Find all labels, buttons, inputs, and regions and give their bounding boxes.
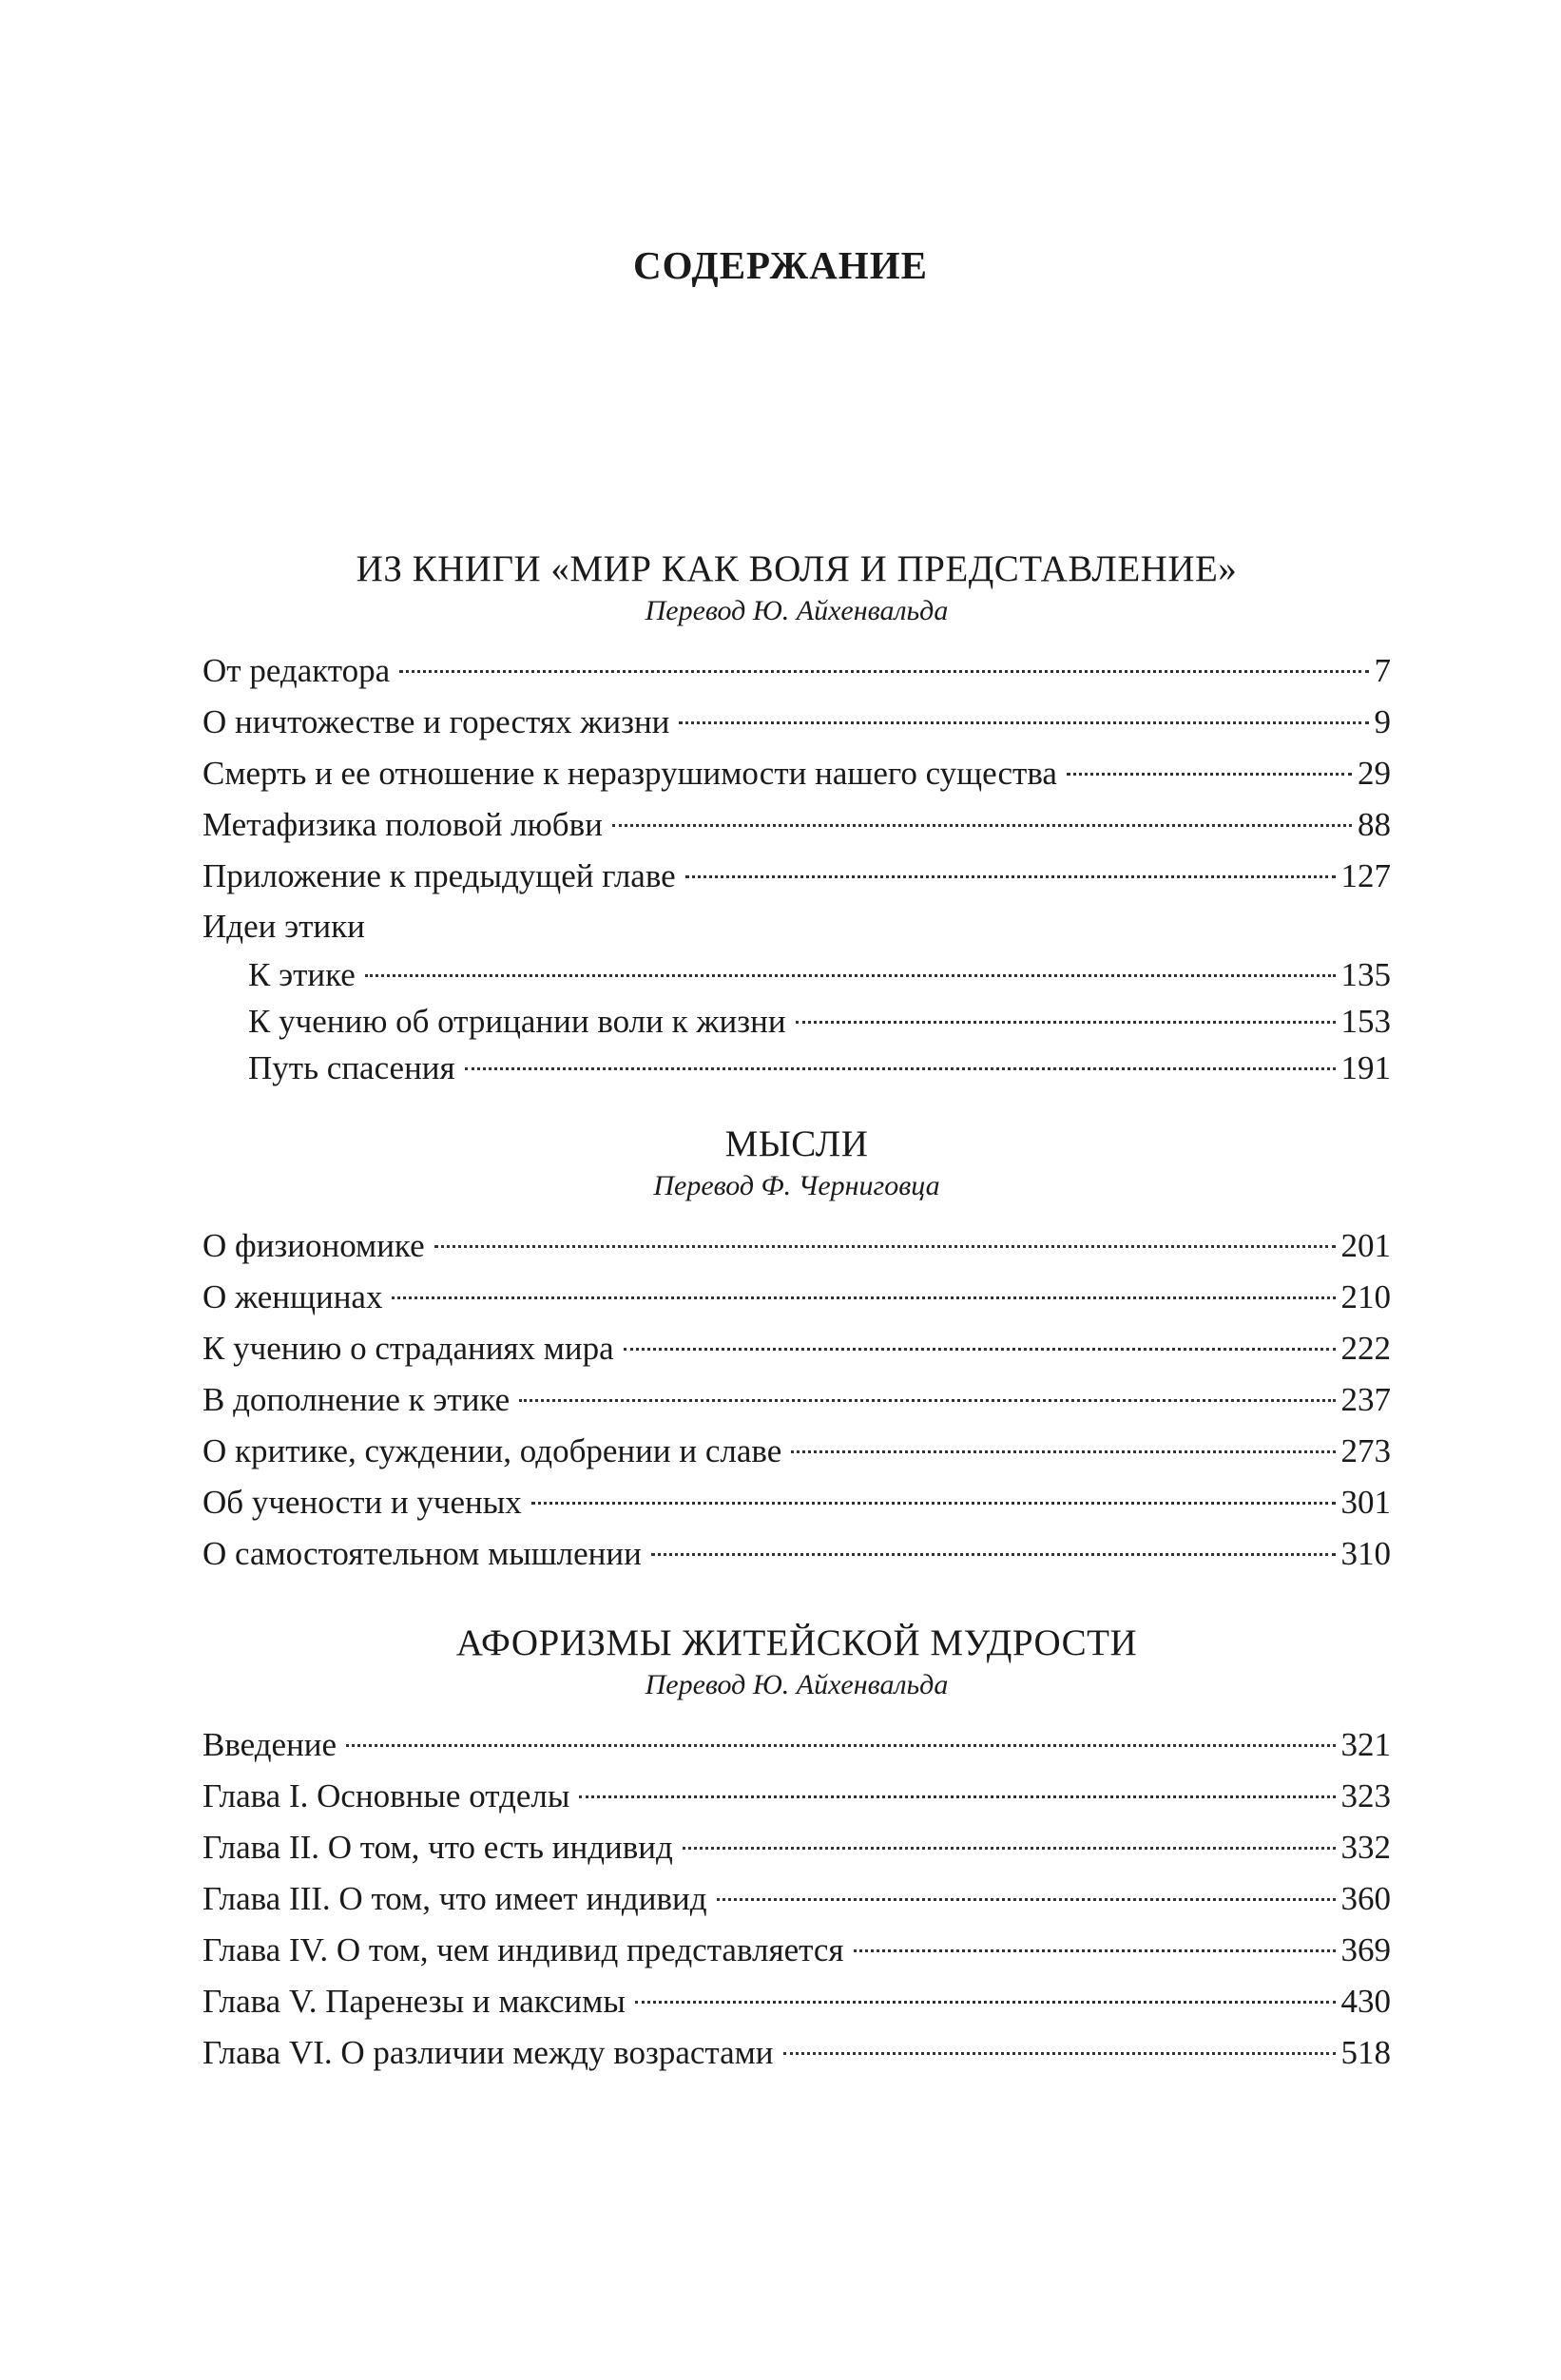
toc-entry-title: Приложение к предыдущей главе [202,857,676,894]
toc-entry-page: 127 [1340,857,1391,894]
toc-entry[interactable] [202,1272,1391,1323]
toc-section-world-as-will [202,547,1391,1091]
toc-sub-entry[interactable] [202,1045,1391,1091]
dot-leader [531,1502,1336,1505]
toc-entry-page: 518 [1340,2034,1391,2071]
toc-entry-title: Об учености и ученых [202,1484,522,1521]
toc-entry-title: Глава VI. О различии между возрастами [202,2034,774,2071]
toc-entry[interactable] [202,1976,1391,2027]
toc-entry-title: Метафизика половой любви [202,806,603,843]
toc-entry-page: 360 [1340,1880,1391,1917]
section-title: МЫСЛИ [724,1123,869,1164]
toc-entry-page: 237 [1340,1381,1391,1418]
dot-leader [791,1450,1335,1453]
toc-entry-page: 201 [1340,1227,1391,1264]
dot-leader [612,824,1352,827]
toc-entry[interactable] [202,1528,1391,1580]
toc-entry-title: Введение [202,1726,337,1763]
toc-section-aphorisms [202,1621,1391,2079]
toc-entry-title: В дополнение к этике [202,1381,511,1418]
toc-entry-title: О критике, суждении, одобрении и славе [202,1432,782,1469]
toc-entry-page: 135 [1340,956,1391,993]
toc-entry[interactable] [202,1719,1391,1771]
toc-entry-page: 88 [1358,806,1391,843]
toc-entry-page: 210 [1340,1278,1391,1315]
section-translator: Перевод Ф. Черниговца [653,1170,940,1201]
dot-leader [399,670,1368,673]
toc-entry-title: К учению о страданиях мира [202,1330,614,1367]
toc-entry-page: 323 [1340,1777,1391,1814]
toc-entry[interactable] [202,748,1391,799]
dot-leader [365,974,1336,977]
section-heading [202,547,1391,630]
toc-entry-page: 332 [1340,1829,1391,1866]
dot-leader [651,1553,1336,1556]
toc-entry[interactable] [202,1426,1391,1477]
dot-leader [392,1296,1335,1299]
toc-entries [202,645,1391,1091]
dot-leader [579,1795,1335,1798]
dot-leader [685,875,1336,878]
dot-leader [346,1744,1335,1747]
toc-sub-entry[interactable] [202,951,1391,998]
toc-entry-page: 9 [1374,703,1391,740]
toc-entry-title: О самостоятельном мышлении [202,1535,642,1572]
toc-entry-title: Глава V. Паренезы и максимы [202,1983,626,2020]
toc-entry[interactable] [202,851,1391,902]
dot-leader [683,1847,1336,1850]
toc-entry-page: 321 [1340,1726,1391,1763]
toc-entry-page: 29 [1358,755,1391,792]
toc-entry-page: 7 [1374,652,1391,689]
dot-leader [635,2001,1336,2004]
toc-entry[interactable] [202,799,1391,851]
section-translator: Перевод Ю. Айхенвальда [645,595,949,626]
section-title: ИЗ КНИГИ «МИР КАК ВОЛЯ И ПРЕДСТАВЛЕНИЕ» [356,548,1238,589]
toc-entry-title: Путь спасения [248,1049,455,1086]
toc-entry[interactable] [202,1822,1391,1873]
toc-entry-title: О женщинах [202,1278,383,1315]
toc-entry[interactable] [202,1374,1391,1426]
dot-leader [434,1245,1336,1248]
toc-entry-page: 222 [1340,1330,1391,1367]
toc-entry-title: От редактора [202,652,391,689]
toc-entry-title: Глава II. О том, что есть индивид [202,1829,673,1866]
toc-entry[interactable] [202,1220,1391,1272]
toc-entry-title: К этике [248,956,356,993]
toc-entry[interactable] [202,2027,1391,2079]
dot-leader [1067,773,1352,776]
section-translator: Перевод Ю. Айхенвальда [645,1669,949,1700]
toc-section-thoughts [202,1122,1391,1580]
toc-entry-title: Смерть и ее отношение к неразрушимости нашего существа [202,755,1057,792]
dot-leader [519,1399,1335,1402]
dot-leader [465,1067,1336,1070]
section-heading [202,1122,1391,1205]
toc-entry-title: К учению об отрицании воли к жизни [248,1003,786,1040]
toc-entry-page: 191 [1340,1049,1391,1086]
toc-entry-page: 369 [1340,1931,1391,1968]
toc-entry[interactable] [202,1771,1391,1822]
page-title: СОДЕРЖАНИЕ [633,243,928,287]
toc-entry-title: О физиономике [202,1227,425,1264]
toc-entry-title: Глава I. Основные отделы [202,1777,570,1814]
toc-entry[interactable] [202,697,1391,748]
dot-leader [854,1949,1336,1952]
toc-entry[interactable] [202,1323,1391,1374]
section-heading [202,1621,1391,1704]
toc-entries [202,1719,1391,2079]
section-title: АФОРИЗМЫ ЖИТЕЙСКОЙ МУДРОСТИ [455,1622,1138,1663]
toc-entry-page: 153 [1340,1003,1391,1040]
toc-entry-page: 430 [1340,1983,1391,2020]
toc-entry[interactable] [202,645,1391,697]
toc-entry[interactable] [202,1873,1391,1925]
dot-leader [783,2052,1336,2055]
dot-leader [679,721,1368,724]
toc-entry-page: 310 [1340,1535,1391,1572]
dot-leader [624,1348,1336,1351]
toc-entry[interactable] [202,1925,1391,1976]
toc-entry-page: 273 [1340,1432,1391,1469]
toc-group-heading: Идеи этики [202,908,365,945]
dot-leader [796,1021,1336,1024]
toc-entry-title: Глава IV. О том, чем индивид представляется [202,1931,844,1968]
toc-entry-title: Глава III. О том, что имеет индивид [202,1880,707,1917]
toc-entry-page: 301 [1340,1484,1391,1521]
toc-sub-entry[interactable] [202,998,1391,1045]
dot-leader [717,1898,1336,1901]
toc-entries [202,1220,1391,1580]
toc-entry-title: О ничтожестве и горестях жизни [202,703,670,740]
toc-entry[interactable] [202,1477,1391,1528]
